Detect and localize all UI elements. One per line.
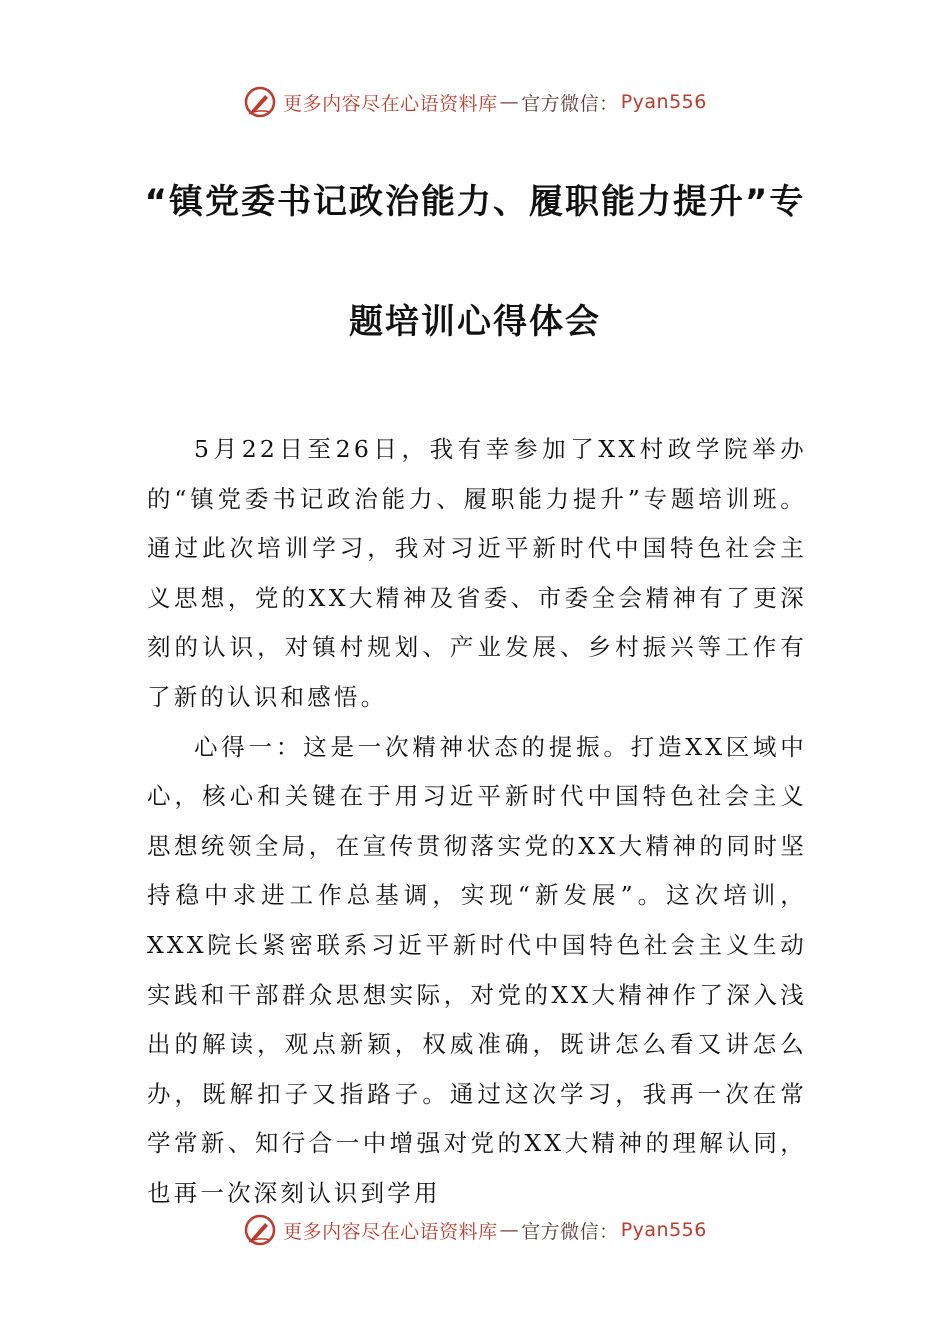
header-watermark — [0, 82, 950, 122]
watermark-text: 更多内容尽在心语资料库 — [283, 92, 498, 115]
paragraph-intro: 5月22日至26日，我有幸参加了XX村政学院举办的“镇党委书记政治能力、履职能力提升”专题培训班。通过此次培训学习，我对习近平新时代中国特色社会主义思想，党的XX大精神及省委、市委全会精神有了更深刻的认识，对镇村规划、产业发展、乡村振兴等工作有了新的认识和感悟。 — [147, 435, 807, 711]
watermark-separator: — — [499, 1219, 520, 1241]
footer-watermark — [0, 1210, 950, 1250]
document-title-line2: 题培训心得体会 — [349, 302, 601, 342]
watermark-handle: Pyan556 — [620, 91, 707, 113]
document-title-line1: “镇党委书记政治能力、履职能力提升”专 — [144, 182, 806, 222]
watermark-separator: — — [499, 91, 520, 113]
document-body — [147, 425, 807, 1219]
pen-logo-icon — [243, 85, 277, 119]
watermark-handle: Pyan556 — [620, 1219, 707, 1241]
paragraph-insight-one: 心得一：这是一次精神状态的提振。打造XX区域中心，核心和关键在于用习近平新时代中国特色社会主义思想统领全局，在宣传贯彻落实党的XX大精神的同时坚持稳中求进工作总基调，实现“新发展”。这次培训，XXX院长紧密联系习近平新时代中国特色社会主义生动实践和干部群众思想实际，对党的XX大精神作了深入浅出的解读，观点新颖，权威准确，既讲怎么看又讲怎么办，既解扣子又指路子。通过这次学习，我再一次在常学常新、知行合一中增强对党的XX大精神的理解认同，也再一次深刻认识到学用 — [147, 732, 807, 1207]
watermark-wechat-label: 官方微信： — [521, 1220, 619, 1243]
pen-logo-icon — [243, 1213, 277, 1247]
watermark-wechat-label: 官方微信： — [521, 92, 619, 115]
watermark-text: 更多内容尽在心语资料库 — [283, 1220, 498, 1243]
